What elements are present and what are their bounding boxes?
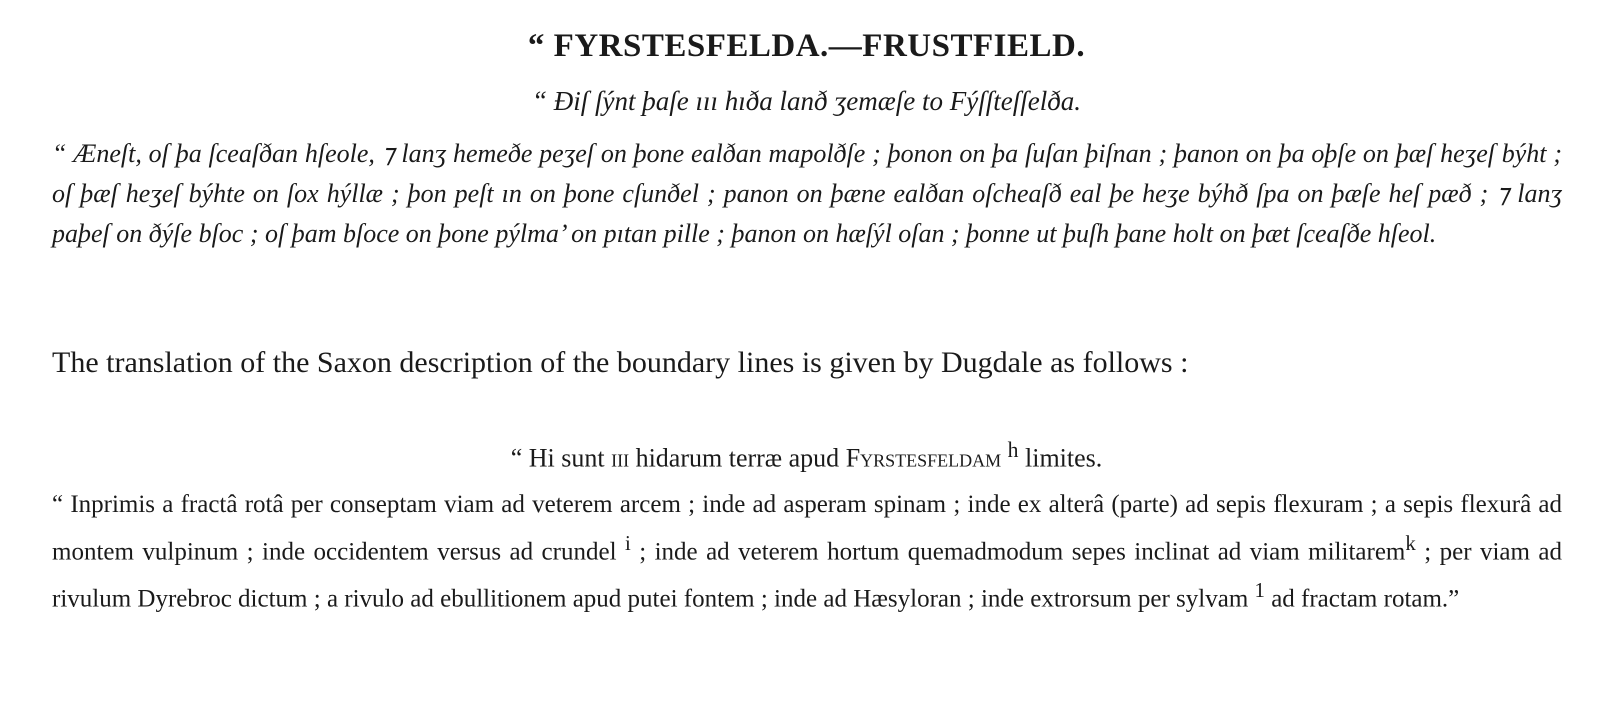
footnote-marker-l: 1 bbox=[1254, 578, 1265, 603]
latin-intro-after: limites. bbox=[1018, 443, 1103, 473]
footnote-marker-k: k bbox=[1405, 531, 1416, 555]
translation-note: The translation of the Saxon description of the boundary lines is given by Dugdale as follows : bbox=[52, 346, 1189, 379]
latin-text-part4: ad fractam rotam.” bbox=[1264, 585, 1460, 613]
latin-intro-numeral: iii bbox=[611, 443, 630, 473]
saxon-intro-line: “ Ðiſ ſýnt þaſe ııı hıða lanð ʒemæſe to Fýſſteſſelða. bbox=[532, 86, 1081, 116]
footnote-marker-h: h bbox=[1007, 438, 1019, 462]
latin-intro-middle: hidarum terræ apud bbox=[629, 443, 846, 473]
latin-intro-line bbox=[0, 438, 1613, 474]
latin-text-part3: ; per viam ad rivulum Dyrebroc dictum ; a rivulo ad ebullitionem apud putei fontem ; inde ad Hæsyloran ; inde extrorsum per sylvam bbox=[52, 538, 1563, 613]
latin-intro-place: Fyrstesfeldam bbox=[845, 443, 1002, 473]
latin-text-part2: ; inde ad veterem hortum quemadmodum sepes inclinat ad viam militarem bbox=[630, 538, 1406, 566]
latin-text-part1: “ Inprimis a fractâ rotâ per conseptam viam ad veterem arcem ; inde ad asperam spinam ; inde ex alterâ (parte) ad sepis flexuram ; a sepis flexurâ ad montem vulpinum ; inde occidentem versus ad crundel bbox=[52, 491, 1562, 566]
section-heading: “ FYRSTESFELDA.—FRUSTFIELD. bbox=[527, 28, 1086, 64]
latin-boundary-text bbox=[52, 486, 1562, 619]
latin-intro-before: “ Hi sunt bbox=[510, 443, 612, 473]
footnote-marker-i: i bbox=[624, 531, 631, 555]
saxon-boundary-text: “ Æneſt, oſ þa ſceaſðan hſeole, ⁊ lanʒ hemeðe peʒeſ on þone ealðan mapolðſe ; þonon on þa ſuſan þiſnan ; þanon on þa oþſe on þæſ heʒeſ býht ; oſ þæſ heʒeſ býhte on ſox hýllæ ; þon peſt ın on þone cſunðel ; panon on þæne ealðan oſcheaſð eal þe heʒe býhð ſpa on þæſe heſ pæð ; ⁊ lanʒ paþeſ on ðýſe bſoc ; oſ þam bſoce on þone pýlma’ on pıtan pille ; þanon on hæſýl oſan ; þonne ut þuſh þane holt on þæt ſceaſðe hſeol. bbox=[52, 139, 1562, 248]
